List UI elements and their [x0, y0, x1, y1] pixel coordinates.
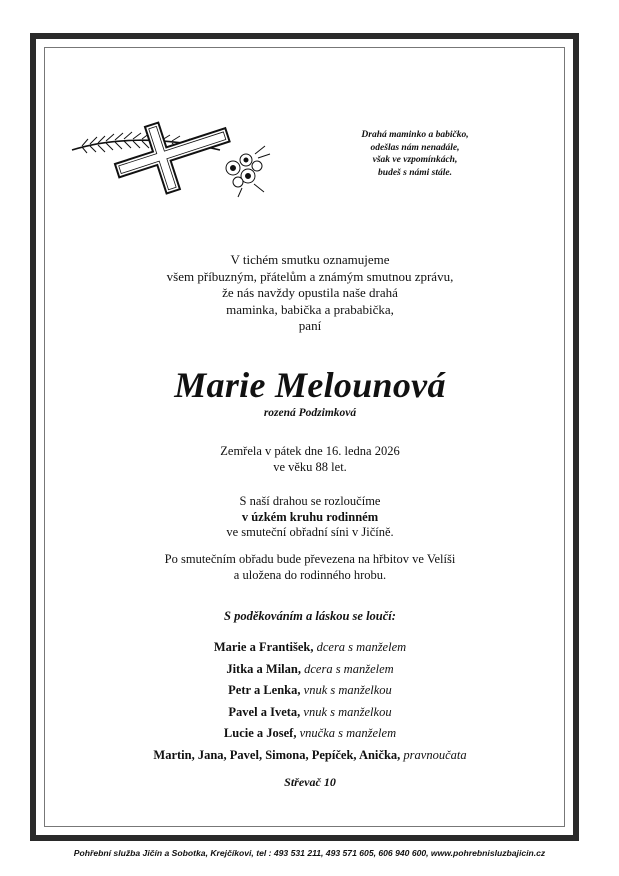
mourner-relation: dcera s manželem: [304, 661, 394, 676]
mourner-relation: pravnoučata: [403, 747, 467, 762]
burial-line: a uložena do rodinného hrobu.: [233, 567, 387, 582]
farewell-line: ve smuteční obřadní síni v Jičíně.: [226, 525, 394, 539]
mourner-relation: vnuk s manželkou: [303, 683, 392, 697]
mourners-list: [60, 637, 560, 766]
mourner-row: [60, 659, 560, 681]
announcement-intro: [60, 252, 560, 335]
farewell-emphasis: v úzkém kruhu rodinném: [241, 509, 379, 524]
death-info: [60, 444, 560, 475]
mourning-address: Střevač 10: [284, 775, 336, 789]
mourner-names: Lucie a Josef,: [223, 726, 297, 740]
mourner-names: Pavel a Iveta,: [228, 704, 301, 719]
poem-line: odešlas nám nenadále,: [370, 142, 460, 153]
mourner-names: Jitka a Milan,: [226, 661, 301, 676]
maiden-name: rozená Podzimková: [263, 407, 357, 419]
poem-line: Drahá maminko a babičko,: [361, 130, 469, 140]
cross-palm-emblem: [70, 108, 275, 198]
funeral-service-footer: Pohřební služba Jičín a Sobotka, Krejčíkovi, tel : 493 531 211, 493 571 605, 606 940 600, www.pohrebnisluzbajicin.cz: [73, 848, 546, 858]
mourner-names: Marie a František,: [213, 640, 314, 654]
deceased-name: Marie Melounová: [174, 365, 446, 405]
mourner-row: [60, 745, 560, 767]
burial-info: [60, 552, 560, 583]
farewell-info: [60, 494, 560, 541]
mourner-names: Martin, Jana, Pavel, Simona, Pepíček, Anička,: [153, 747, 401, 762]
mourner-relation: vnučka s manželem: [299, 726, 397, 740]
mourner-row: [60, 723, 560, 745]
intro-line: paní: [298, 318, 322, 333]
death-line: Zemřela v pátek dne 16. ledna 2026: [220, 444, 400, 458]
thanks-heading: S poděkováním a láskou se loučí:: [224, 609, 396, 623]
burial-line: Po smutečním obřadu bude převezena na hřbitov ve Velíši: [164, 552, 456, 566]
intro-line: že nás navždy opustila naše drahá: [222, 285, 398, 300]
intro-line: V tichém smutku oznamujeme: [230, 252, 390, 267]
memorial-poem: [345, 129, 485, 179]
poem-line: budeš s námi stále.: [378, 167, 452, 178]
mourner-relation: vnuk s manželkou: [303, 704, 392, 719]
poem-line: však ve vzpomínkách,: [372, 155, 458, 165]
mourner-row: [60, 702, 560, 724]
farewell-line: S naší drahou se rozloučíme: [239, 494, 381, 508]
mourner-names: Petr a Lenka,: [228, 683, 301, 697]
mourner-row: [60, 637, 560, 659]
intro-line: všem příbuzným, přátelům a známým smutnou zprávu,: [166, 268, 454, 284]
intro-line: maminka, babička a prababička,: [226, 301, 394, 317]
mourner-relation: dcera s manželem: [316, 640, 407, 654]
death-line: ve věku 88 let.: [273, 459, 347, 474]
mourner-row: [60, 680, 560, 702]
